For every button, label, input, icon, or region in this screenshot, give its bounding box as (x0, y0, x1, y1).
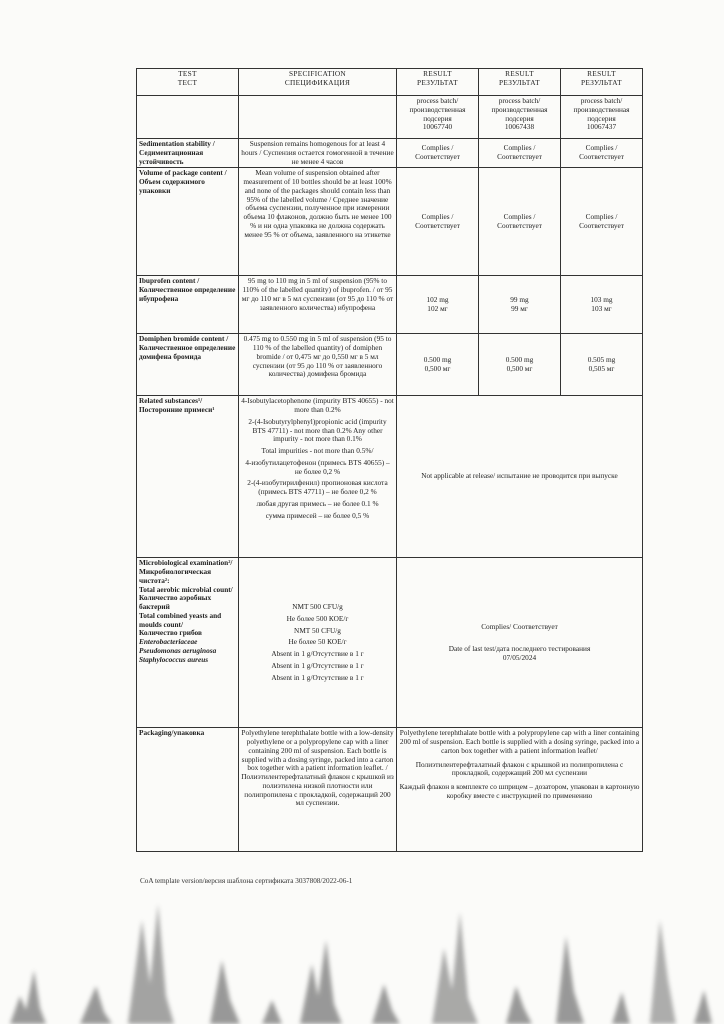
test-name: Ibuprofen content / Количественное определение ибупрофена (137, 276, 239, 334)
coa-table (136, 68, 643, 852)
last-test-date: 07/05/2024 (502, 653, 537, 663)
row-microbiological (137, 558, 643, 728)
row-sedimentation (137, 139, 643, 168)
test-name: Related substances¹/ Посторонние примеси¹ (137, 396, 239, 558)
batch-empty-spec (239, 96, 397, 139)
spec-line: сумма примесей – не более 0,5 % (265, 510, 370, 520)
result-2: 99 mg 99 мг (479, 276, 561, 334)
header-result-2: RESULT РЕЗУЛЬТАТ (479, 69, 561, 96)
result-3: 0.505 mg 0,505 мг (561, 334, 643, 396)
header-result-3: RESULT РЕЗУЛЬТАТ (561, 69, 643, 96)
micro-test-list: Microbiological examination²/ Микробиологическая чистота²: Total aerobic microbial count/ Количество аэробных бактерий Total combined yeasts and moulds count/ Количество грибов Enterobacteriaceae Pseudomonas aeruginosa Staphylococcus aureus (137, 558, 239, 728)
batch-empty-test (137, 96, 239, 139)
result-1: Complies / Соответствует (397, 139, 479, 168)
header-specification: SPECIFICATION СПЕЦИФИКАЦИЯ (239, 69, 397, 96)
spec-text: 95 mg to 110 mg in 5 ml of suspension (95% to 110% of the labelled quantity) of ibuprofen. / от 95 мг до 110 мг в 5 мл суспензии (от 95 до 110 % от заявленного количества) ибупрофена (239, 276, 397, 334)
row-packaging (137, 728, 643, 852)
related-result: Not applicable at release/ испытание не проводится при выпуске (397, 396, 643, 558)
result-1: Complies / Соответствует (397, 168, 479, 276)
result-3: Complies / Соответствует (561, 168, 643, 276)
scan-artifact-smear (0, 900, 724, 1024)
test-name: Sedimentation stability / Седиментационная устойчивость (137, 139, 239, 168)
micro-spec-list: NMT 500 CFU/g Не более 500 КОЕ/г NMT 50 CFU/g Не более 50 КОЕ/г Absent in 1 g/Отсутствие в 1 г Absent in 1 g/Отсутствие в 1 г Absent in 1 g/Отсутствие в 1 г (239, 558, 397, 728)
row-ibuprofen (137, 276, 643, 334)
batch-cell-2: process batch/ производственная подсерия 10067438 (479, 96, 561, 139)
spec-line: 2-(4-Isobutyrylphenyl)propionic acid (impurity BTS 47711) - not more than 0.2% Any other impurity - not more than 0.1% (248, 416, 387, 444)
spec-text: Mean volume of suspension obtained after measurement of 10 bottles should be at least 100% and none of the packages should contain less than 95% of the labelled volume / Среднее значение объема суспензии, полученное при измерении объема 10 флаконов, должно быть не менее 100 % и ни одна упаковка не должна содержать менее 95 % от объема, заявленного на этикетке (239, 168, 397, 276)
spec-line: 4-изобутилацетофенон (примесь BTS 40655) – не более 0,2 % (245, 457, 390, 476)
result-3: Complies / Соответствует (561, 139, 643, 168)
spec-line: любая другая примесь – не более 0.1 % (256, 498, 379, 508)
header-row (137, 69, 643, 96)
spec-text: 0.475 mg to 0.550 mg in 5 ml of suspension (95 to 110 % of the labelled quantity) of domiphen bromide / от 0,475 мг до 0,550 мг в 5 мл суспензии (от 95 до 110 % от заявленного количества) домифена бромида (239, 334, 397, 396)
spec-text: Polyethylene terephthalate bottle with a low-density polyethylene or a polypropylene cap with a liner containing 200 ml of suspension. Each bottle is supplied with a dosing syringe, packed into a carton box together with a patient information leaflet. / Полиэтилентерефталатный флакон с крышкой из полиэтилена низкой плотности или полипропилена с прокладкой, содержащий 200 мл суспензии. (239, 728, 397, 852)
batch-row (137, 96, 643, 139)
spec-text: Suspension remains homogenous for at least 4 hours / Суспензия остается гомогенной в течение не менее 4 часов (239, 139, 397, 168)
template-version-footer: CoA template version/версия шаблона сертификата 3037808/2022-06-1 (140, 877, 353, 885)
spec-line: 4-Isobutylacetophenone (impurity BTS 40655) - not more than 0.2% (241, 396, 394, 414)
test-name: Volume of package content / Объем содержимого упаковки (137, 168, 239, 276)
test-name: Packaging/упаковка (137, 728, 239, 852)
result-2: 0.500 mg 0,500 мг (479, 334, 561, 396)
row-volume (137, 168, 643, 276)
spec-line: 2-(4-изобутирилфенил) пропионовая кислота (примесь BTS 47711) – не более 0,2 % (247, 478, 388, 496)
micro-result: Complies/ Соответствует Date of last test/дата последнего тестирования 07/05/2024 (397, 558, 643, 728)
packaging-result: Polyethylene terephthalate bottle with a polypropylene cap with a liner containing 200 ml of suspension. Each bottle is supplied with a dosing syringe, packed into a carton box together with a patient information leaflet/ Полиэтилентерефталатный флакон с крышкой из полипропилена с прокладкой, содержащий 200 мл суспензии Каждый флакон в комплекте со шприцем – дозатором, упакован в картонную коробку вместе с инструкцией по применению (397, 728, 643, 852)
header-test: TEST ТЕСТ (137, 69, 239, 96)
header-result-1: RESULT РЕЗУЛЬТАТ (397, 69, 479, 96)
batch-cell-1: process batch/ производственная подсерия 10067740 (397, 96, 479, 139)
test-name: Domiphen bromide content / Количественное определение домифена бромида (137, 334, 239, 396)
row-related-substances (137, 396, 643, 558)
result-1: 0.500 mg 0,500 мг (397, 334, 479, 396)
row-domiphen (137, 334, 643, 396)
spec-line: Total impurities - not more than 0.5%/ (261, 446, 374, 455)
spec-list (239, 396, 397, 558)
batch-cell-3: process batch/ производственная подсерия 10067437 (561, 96, 643, 139)
result-3: 103 mg 103 мг (561, 276, 643, 334)
result-1: 102 mg 102 мг (397, 276, 479, 334)
result-2: Complies / Соответствует (479, 168, 561, 276)
result-2: Complies / Соответствует (479, 139, 561, 168)
